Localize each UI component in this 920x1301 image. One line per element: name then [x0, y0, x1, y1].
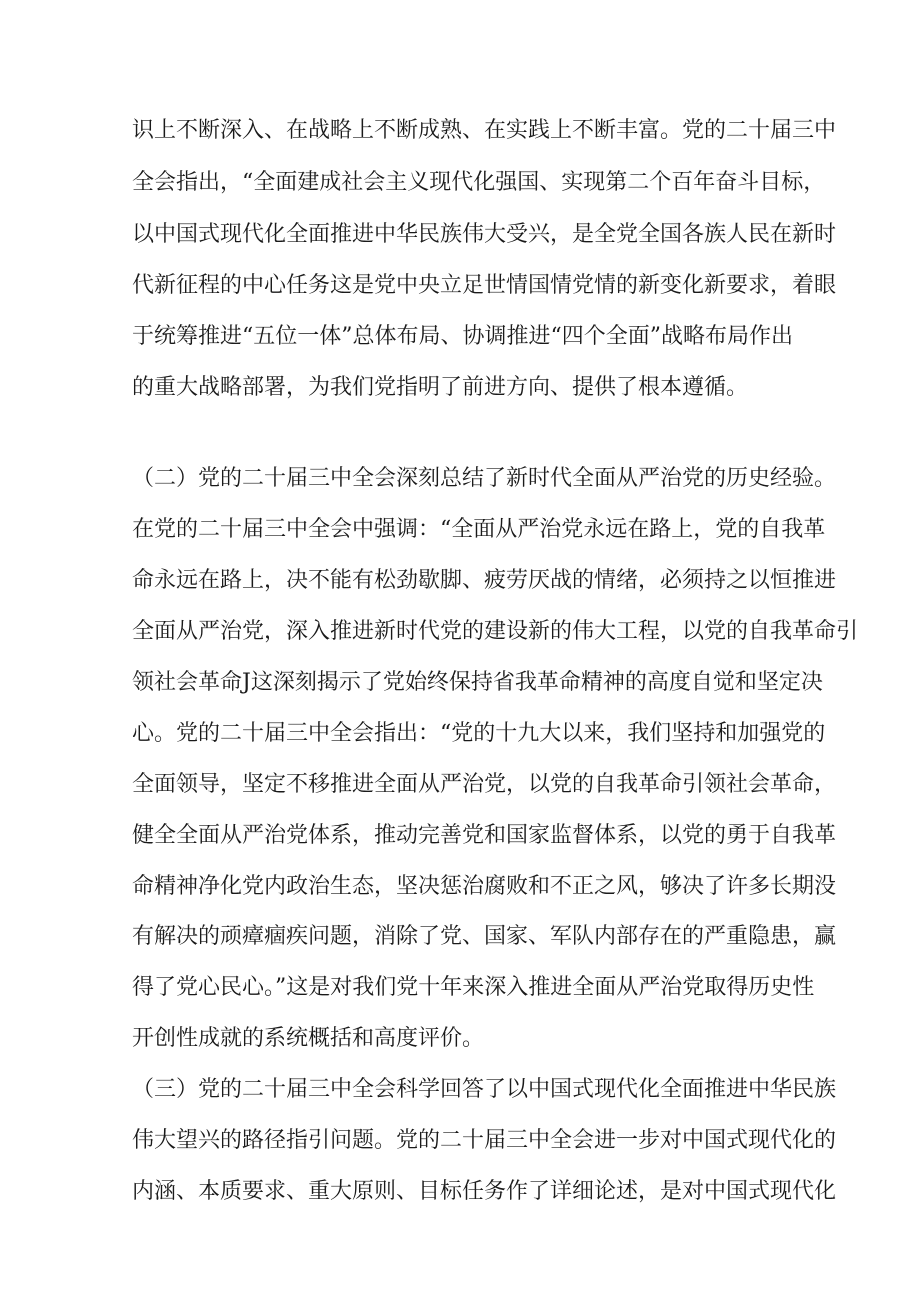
p2-line-6: 心。党的二十届三中全会指出：“党的十九大以来，我们坚持和加强党的	[132, 721, 826, 746]
p1-line-6: 的重大战略部署，为我们党指明了前进方向、提供了根本遵循。	[132, 375, 749, 400]
p3-line-3: 内涵、本质要求、重大原则、目标任务作了详细论述，是对中国式现代化	[132, 1179, 837, 1204]
p2-line-12: 开创性成就的系统概括和高度评价。	[132, 1026, 485, 1051]
p2-line-4: 全面从严治党，深入推进新时代党的建设新的伟大工程，以党的自我革命引	[132, 619, 859, 644]
p2-line-7: 全面领导，坚定不移推进全面从严治党，以党的自我革命引领社会革命，	[132, 772, 837, 797]
p1-line-4: 代新征程的中心任务这是党中央立足世情国情党情的新变化新要求，着眼	[132, 273, 837, 298]
p2-line-1: （二）党的二十届三中全会深刻总结了新时代全面从严治党的历史经验。	[132, 466, 837, 491]
p2-line-8: 健全全面从严治党体系，推动完善党和国家监督体系，以党的勇于自我革	[132, 823, 837, 848]
p2-line-11: 得了党心民心。”这是对我们党十年来深入推进全面从严治党取得历史性	[132, 975, 815, 1000]
p2-line-3: 命永远在路上，决不能有松劲歇脚、疲劳厌战的情绪，必须持之以恒推进	[132, 568, 837, 593]
p2-line-5: 领社会革命J这深刻揭示了党始终保持省我革命精神的高度自觉和坚定决	[132, 670, 823, 695]
p2-line-2: 在党的二十届三中全会中强调：“全面从严治党永远在路上，党的自我革	[132, 517, 826, 542]
p2-line-9: 命精神净化党内政治生态，坚决惩治腐败和不正之风，够决了许多长期没	[132, 874, 837, 899]
p3-line-1: （三）党的二十届三中全会科学回答了以中国式现代化全面推进中华民族	[132, 1077, 837, 1102]
p1-line-2: 全会指出，“全面建成社会主义现代化强国、实现第二个百年奋斗目标，	[132, 170, 826, 195]
p1-line-3: 以中国式现代化全面推进中华民族伟大受兴，是全党全国各族人民在新时	[132, 222, 837, 247]
p1-line-5: 于统筹推进“五位一体”总体布局、协调推进“四个全面”战略布局作出	[132, 324, 793, 349]
p1-line-1: 识上不断深入、在战略上不断成熟、在实践上不断丰富。党的二十届三中	[132, 118, 837, 143]
p2-line-10: 有解决的顽瘴痼疾问题，消除了党、国家、军队内部存在的严重隐患，赢	[132, 924, 837, 949]
p3-line-2: 伟大望兴的路径指引问题。党的二十届三中全会进一步对中国式现代化的	[132, 1128, 837, 1153]
